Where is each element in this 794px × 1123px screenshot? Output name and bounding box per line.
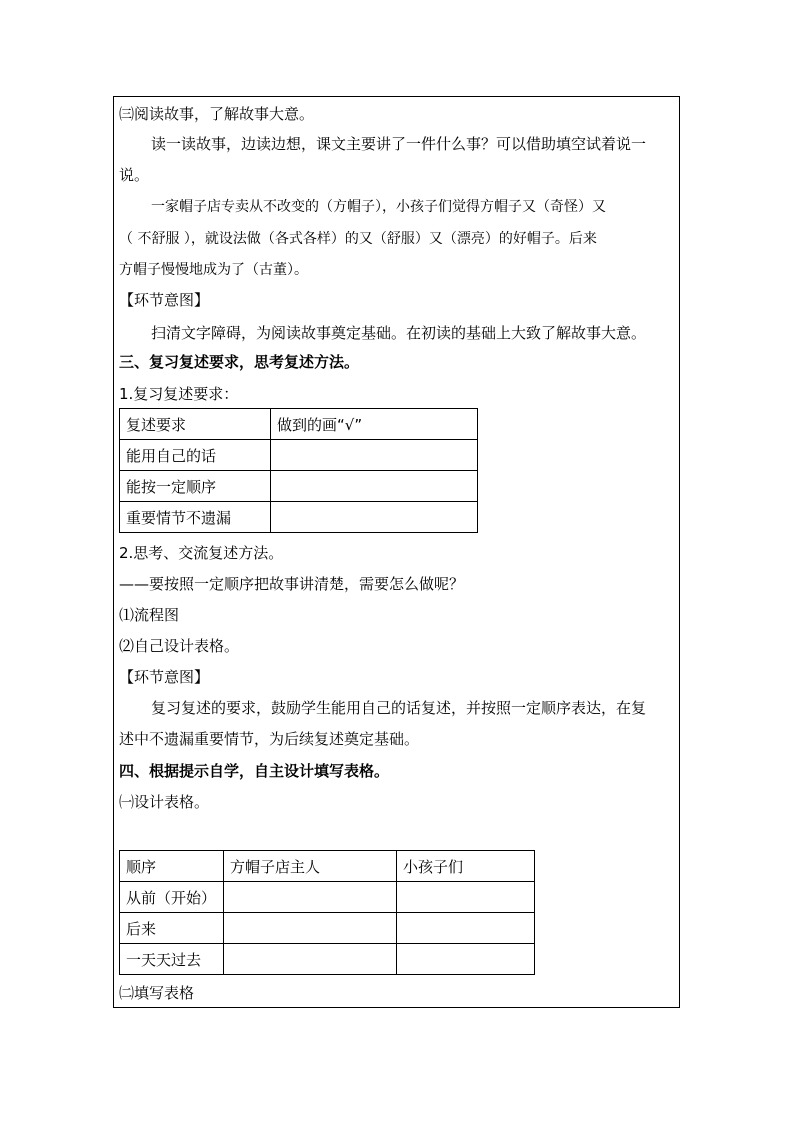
table-cell-empty: [224, 944, 397, 975]
table-header-cell: 小孩子们: [397, 851, 535, 882]
table-cell: 重要情节不遗漏: [120, 502, 271, 533]
fill-line-1: 一家帽子店专卖从不改变的（方帽子），小孩子们觉得方帽子又（奇怪）又: [151, 199, 606, 215]
table-row: [120, 944, 535, 975]
method-question: ——要按照一定顺序把故事讲清楚，需要怎么做呢？: [119, 575, 465, 593]
table-cell-empty: [397, 944, 535, 975]
table-cell: 从前（开始）: [120, 882, 224, 913]
table-header-cell: 做到的画“√”: [271, 409, 478, 440]
table-cell-empty: [397, 913, 535, 944]
table-header-cell: 顺序: [120, 851, 224, 882]
table-cell: 后来: [120, 913, 224, 944]
table-header-row: [120, 409, 478, 440]
intent-label-2: 【环节意图】: [119, 668, 210, 686]
section-4-heading: 四、根据提示自学，自主设计填写表格。: [119, 762, 390, 780]
table-row: [120, 440, 478, 471]
story-order-table: [119, 850, 535, 975]
table-cell-empty: [397, 882, 535, 913]
sub-item-1: ⑴流程图: [119, 606, 180, 624]
retell-requirements-table: [119, 408, 478, 533]
intent-line-1: 复习复述的要求，鼓励学生能用自己的话复述，并按照一定顺序表达，在复: [151, 699, 647, 717]
item-1: 1.复习复述要求：: [119, 385, 239, 403]
table-row: [120, 913, 535, 944]
intent-line-2: 述中不遗漏重要情节，为后续复述奠定基础。: [119, 730, 420, 748]
table-row: [120, 471, 478, 502]
table-row: [120, 882, 535, 913]
table-cell-empty: [224, 882, 397, 913]
prompt-line-1: 读一读故事，边读边想，课文主要讲了一件什么事？可以借助填空试着说一: [151, 135, 647, 153]
table-cell-empty: [271, 471, 478, 502]
table-header-row: [120, 851, 535, 882]
fill-line-2: （ 不舒服 ），就设法做（各式各样）的又（舒服）又（漂亮）的好帽子。后来: [119, 231, 597, 247]
sub-item-2: ⑵自己设计表格。: [119, 637, 240, 655]
sec4-sub-1: ㈠设计表格。: [119, 793, 210, 811]
table-cell: 能用自己的话: [120, 440, 271, 471]
table-cell-empty: [271, 440, 478, 471]
table-cell-empty: [224, 913, 397, 944]
table-header-cell: 复述要求: [120, 409, 271, 440]
fill-line-3: 方帽子慢慢地成为了（古董）。: [119, 262, 308, 278]
sec4-sub-2: ㈡填写表格: [119, 984, 195, 1002]
step3-heading: ㈢阅读故事，了解故事大意。: [119, 105, 315, 123]
table-cell: 能按一定顺序: [120, 471, 271, 502]
table-cell-empty: [271, 502, 478, 533]
prompt-line-2: 说。: [119, 166, 150, 184]
table-cell: 一天天过去: [120, 944, 224, 975]
table-row: [120, 502, 478, 533]
table-header-cell: 方帽子店主人: [224, 851, 397, 882]
section-3-heading: 三、复习复述要求，思考复述方法。: [119, 353, 360, 371]
intent-label-1: 【环节意图】: [119, 291, 210, 309]
intent-text-1: 扫清文字障碍，为阅读故事奠定基础。在初读的基础上大致了解故事大意。: [151, 324, 647, 342]
item-2: 2.思考、交流复述方法。: [119, 544, 284, 562]
